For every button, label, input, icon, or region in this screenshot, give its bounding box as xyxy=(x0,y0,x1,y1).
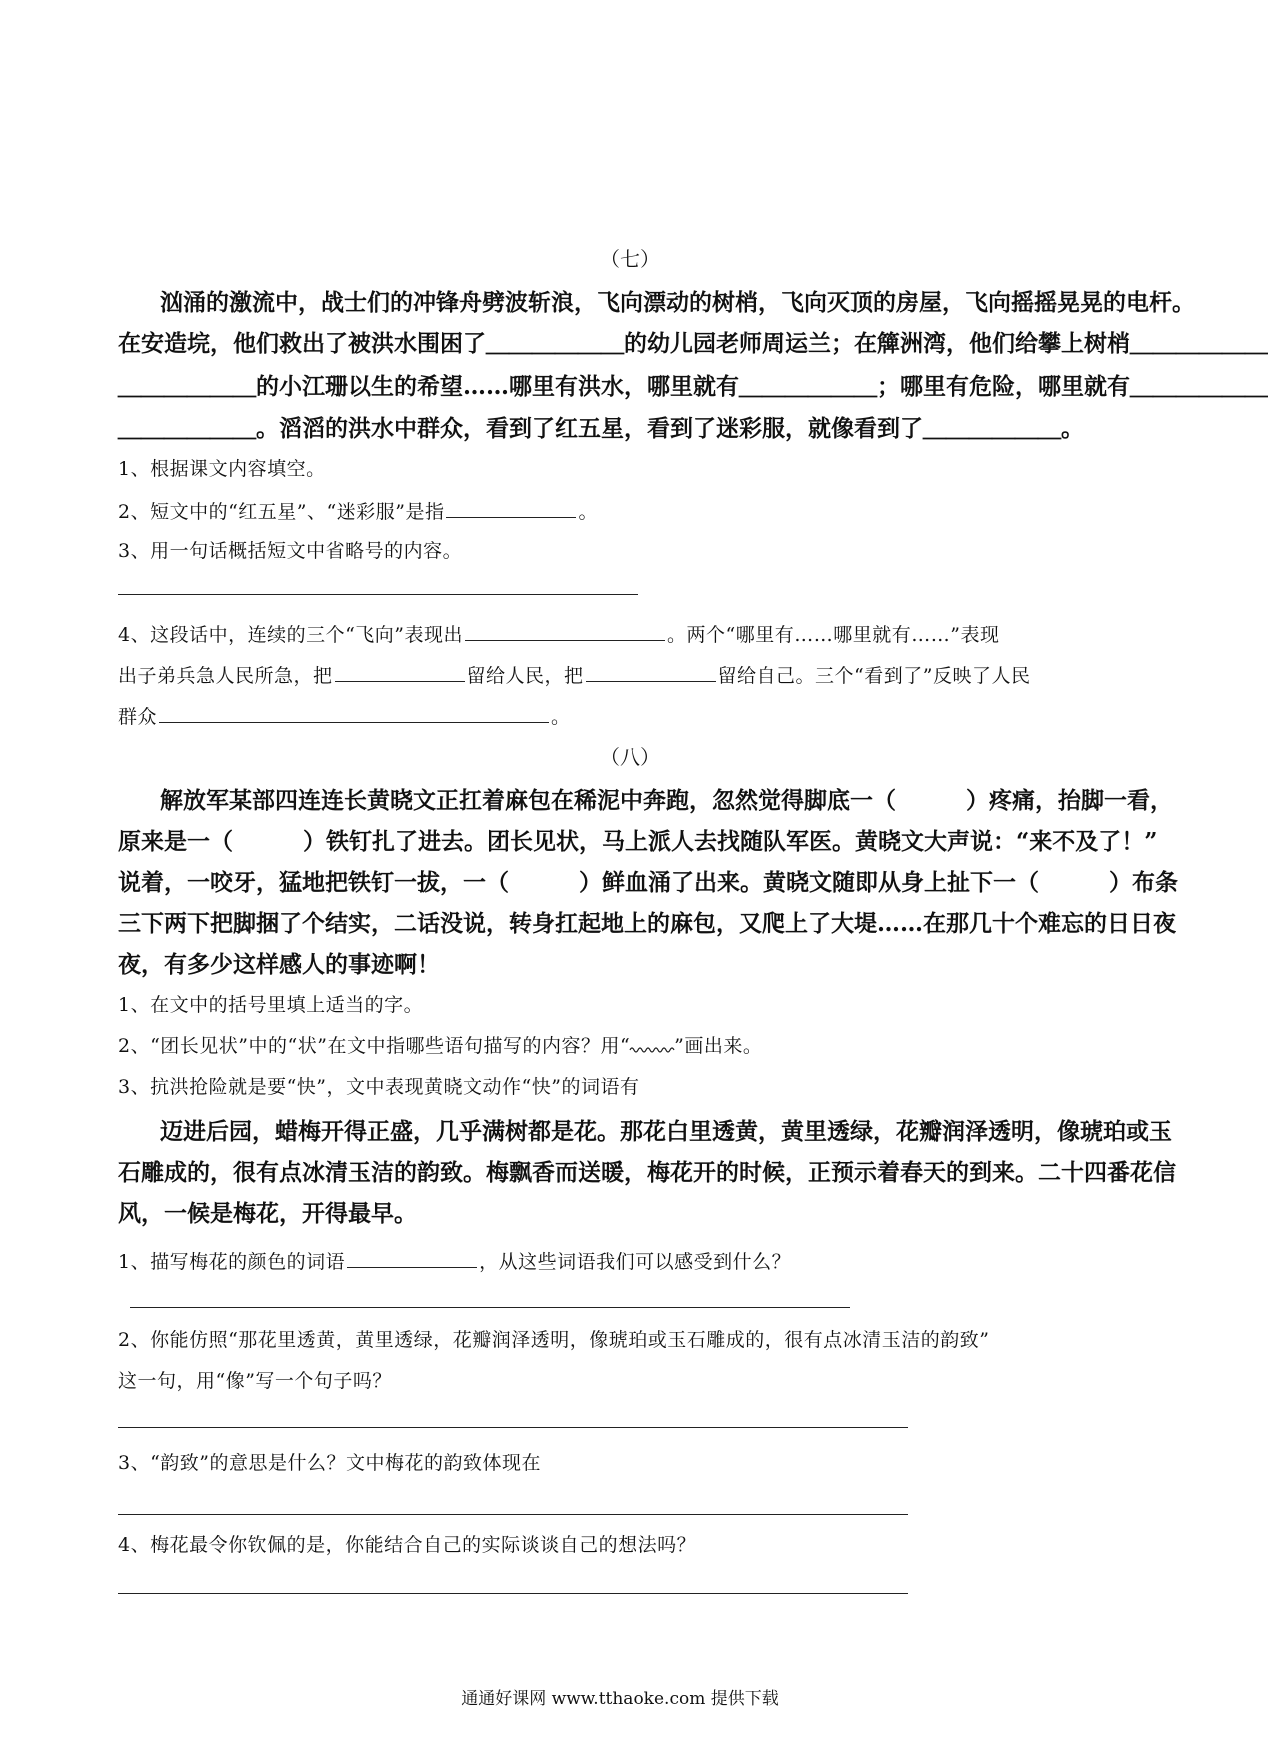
section-8-question-1: 1、在文中的括号里填上适当的字。 xyxy=(118,994,424,1016)
question-text: 群众 xyxy=(118,706,158,728)
section-8-paragraph-line-4: 三下两下把脚捆了个结实，二话没说，转身扛起地上的麻包，又爬上了大堤……在那几十个难忘的日日夜 xyxy=(118,910,1176,937)
answer-blank[interactable] xyxy=(347,1245,477,1268)
section-7-question-1: 1、根据课文内容填空。 xyxy=(118,458,326,480)
question-text: 。 xyxy=(578,501,598,523)
answer-line[interactable] xyxy=(118,1593,908,1594)
section-9-question-2-line-1: 2、你能仿照“那花里透黄，黄里透绿，花瓣润泽透明，像琥珀或玉石雕成的，很有点冰清玉洁的韵致” xyxy=(118,1329,990,1351)
para-text: 。滔滔的洪水中群众，看到了红五星，看到了迷彩服，就像看到了 xyxy=(256,415,923,442)
section-7-paragraph-line-2 xyxy=(118,325,1268,358)
section-9-question-4: 4、梅花最令你钦佩的是，你能结合自己的实际谈谈自己的想法吗？ xyxy=(118,1534,697,1556)
para-text: 解放军某部四连连长黄晓文正扛着麻包在稀泥中奔跑，忽然觉得脚底一（ xyxy=(160,787,896,814)
question-text: 出子弟兵急人民所急，把 xyxy=(118,665,333,687)
answer-line[interactable] xyxy=(118,594,638,595)
question-text: ”画出来。 xyxy=(674,1035,763,1057)
question-text: 留给自己。三个“看到了”反映了人民 xyxy=(717,665,1031,687)
para-text-dotted: 哪里有洪水，哪里就有 xyxy=(509,373,739,400)
answer-blank[interactable] xyxy=(446,495,576,518)
page-footer: 通通好课网 www.tthaoke.com 提供下载 xyxy=(461,1689,779,1709)
para-text: 。 xyxy=(1061,415,1084,442)
question-text: 留给人民，把 xyxy=(466,665,584,687)
section-7-question-3: 3、用一句话概括短文中省略号的内容。 xyxy=(118,540,463,562)
para-text: 的幼儿园老师周运兰；在簰洲湾，他们给攀上树梢 xyxy=(624,330,1130,357)
answer-line[interactable] xyxy=(118,1514,908,1515)
section-8-question-3: 3、抗洪抢险就是要“快”，文中表现黄晓文动作“快”的词语有 xyxy=(118,1076,640,1098)
section-7-paragraph-line-3 xyxy=(118,368,1268,401)
section-8-paragraph-line-5: 夜，有多少这样感人的事迹啊！ xyxy=(118,951,440,978)
fill-blank: ＿＿＿＿＿＿ xyxy=(739,373,877,400)
answer-blank[interactable] xyxy=(465,618,665,641)
section-7-question-4-line-3 xyxy=(118,700,571,729)
fill-blank: ＿＿＿＿＿＿ xyxy=(118,373,256,400)
section-7-title: （七） xyxy=(600,247,660,271)
para-text: ）布条 xyxy=(1109,869,1178,896)
section-9-paragraph-line-2: 石雕成的，很有点冰清玉洁的韵致。梅飘香而送暖，梅花开的时候，正预示着春天的到来。二十四番花信 xyxy=(118,1159,1176,1186)
section-8-paragraph-line-2 xyxy=(118,823,1157,856)
section-7-question-2 xyxy=(118,495,598,524)
question-text: 4、这段话中，连续的三个“飞向”表现出 xyxy=(118,624,464,646)
para-text: 说着，一咬牙，猛地把铁钉一拔，一（ xyxy=(118,869,509,896)
answer-blank[interactable] xyxy=(335,659,465,682)
section-7-question-4-line-1 xyxy=(118,618,999,647)
section-8-paragraph-line-3 xyxy=(118,864,1178,897)
section-7-question-4-line-2 xyxy=(118,659,1030,688)
section-9-paragraph-line-1: 迈进后园，蜡梅开得正盛，几乎满树都是花。那花白里透黄，黄里透绿，花瓣润泽透明，像琥珀或玉 xyxy=(160,1118,1172,1145)
para-text: 在安造垸，他们救出了被洪水围困了 xyxy=(118,330,486,357)
wavy-underline-icon xyxy=(630,1044,674,1054)
section-9-question-3: 3、“韵致”的意思是什么？文中梅花的韵致体现在 xyxy=(118,1452,542,1474)
para-text: 的小江珊以生的希望…… xyxy=(256,373,509,400)
fill-blank: ＿＿＿＿＿＿ xyxy=(1130,373,1268,400)
fill-blank: ＿＿＿＿＿＿ xyxy=(923,415,1061,442)
answer-line[interactable] xyxy=(130,1307,850,1308)
section-8-question-2 xyxy=(118,1031,762,1058)
section-9-question-1 xyxy=(118,1245,791,1274)
section-8-paragraph-line-1 xyxy=(160,782,1173,815)
question-text: 2、短文中的“红五星”、“迷彩服”是指 xyxy=(118,501,445,523)
question-text: 。两个“哪里有……哪里就有……”表现 xyxy=(667,624,1000,646)
section-9-paragraph-line-3: 风，一候是梅花，开得最早。 xyxy=(118,1200,417,1227)
question-text: ，从这些词语我们可以感受到什么？ xyxy=(479,1251,792,1273)
question-text: 2、“团长见状”中的“状”在文中指哪些语句描写的内容？用“ xyxy=(118,1035,631,1057)
question-text: 1、描写梅花的颜色的词语 xyxy=(118,1251,346,1273)
question-text: 。 xyxy=(551,706,571,728)
answer-line[interactable] xyxy=(118,1427,908,1428)
para-text: ）鲜血涌了出来。黄晓文随即从身上扯下一（ xyxy=(579,869,1039,896)
fill-blank: ＿＿＿＿＿＿ xyxy=(1130,330,1268,357)
section-9-question-2-line-2: 这一句，用“像”写一个句子吗？ xyxy=(118,1370,392,1392)
section-7-paragraph-line-1: 汹涌的激流中，战士们的冲锋舟劈波斩浪，飞向漂动的树梢，飞向灭顶的房屋，飞向摇摇晃晃的电杆。 xyxy=(160,289,1195,316)
section-8-title: （八） xyxy=(600,745,660,769)
para-text: 原来是一（ xyxy=(118,828,233,855)
section-7-paragraph-line-4 xyxy=(118,410,1084,443)
para-text: ）疼痛，抬脚一看， xyxy=(966,787,1173,814)
para-text-dotted: 哪里有危险，哪里就有 xyxy=(900,373,1130,400)
answer-blank[interactable] xyxy=(586,659,716,682)
answer-blank[interactable] xyxy=(159,700,549,723)
para-text: ； xyxy=(877,373,900,400)
para-text: ）铁钉扎了进去。团长见状，马上派人去找随队军医。黄晓文大声说：“来不及了！” xyxy=(303,828,1158,855)
fill-blank: ＿＿＿＿＿＿ xyxy=(118,415,256,442)
fill-blank: ＿＿＿＿＿＿ xyxy=(486,330,624,357)
